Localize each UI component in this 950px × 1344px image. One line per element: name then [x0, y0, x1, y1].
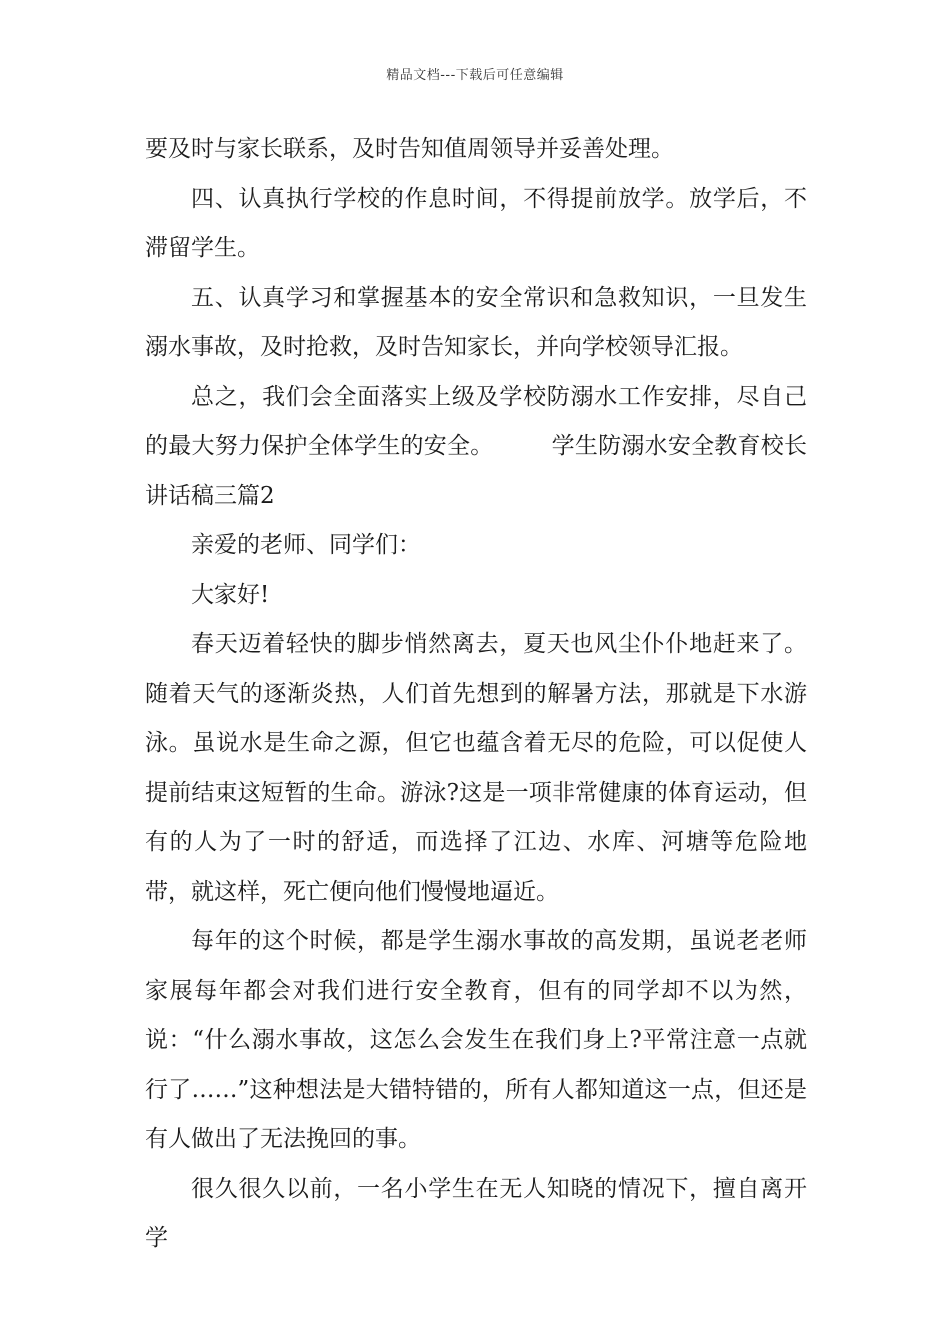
paragraph-4: 总之，我们会全面落实上级及学校防溺水工作安排，尽自己的最大努力保护全体学生的安全。 学生防溺水安全教育校长讲话稿三篇2 [145, 383, 807, 509]
paragraph-3: 五、认真学习和掌握基本的安全常识和急救知识，一旦发生溺水事故，及时抢救，及时告知家长，并向学校领导汇报。 [145, 284, 807, 360]
document-body [145, 125, 807, 1264]
paragraph-1: 要及时与家长联系，及时告知值周领导并妥善处理。 [145, 136, 674, 162]
page-header: 精品文档---下载后可任意编辑 [386, 68, 564, 83]
paragraph-7: 春天迈着轻快的脚步悄然离去，夏天也风尘仆仆地赶来了。随着天气的逐渐炎热，人们首先想到的解暑方法，那就是下水游泳。虽说水是生命之源，但它也蕴含着无尽的危险，可以促使人提前结束这短暂的生命。游泳?这是一项非常健康的体育运动，但有的人为了一时的舒适，而选择了江边、水库、河塘等危险地带，就这样，死亡便向他们慢慢地逼近。 [145, 631, 807, 905]
hello-paragraph: 大家好! [191, 581, 270, 608]
paragraph-2: 四、认真执行学校的作息时间，不得提前放学。放学后，不滞留学生。 [145, 185, 807, 261]
paragraph-8: 每年的这个时候，都是学生溺水事故的高发期，虽说老老师家展每年都会对我们进行安全教育，但有的同学却不以为然，说：“什么溺水事故，这怎么会发生在我们身上?平常注意一点就行了……”这种想法是大错特错的，所有人都知道这一点，但还是有人做出了无法挽回的事。 [145, 928, 807, 1152]
paragraph-9: 很久很久以前，一名小学生在无人知晓的情况下，擅自离开学 [145, 1175, 807, 1251]
greeting-paragraph: 亲爱的老师、同学们： [191, 532, 421, 558]
